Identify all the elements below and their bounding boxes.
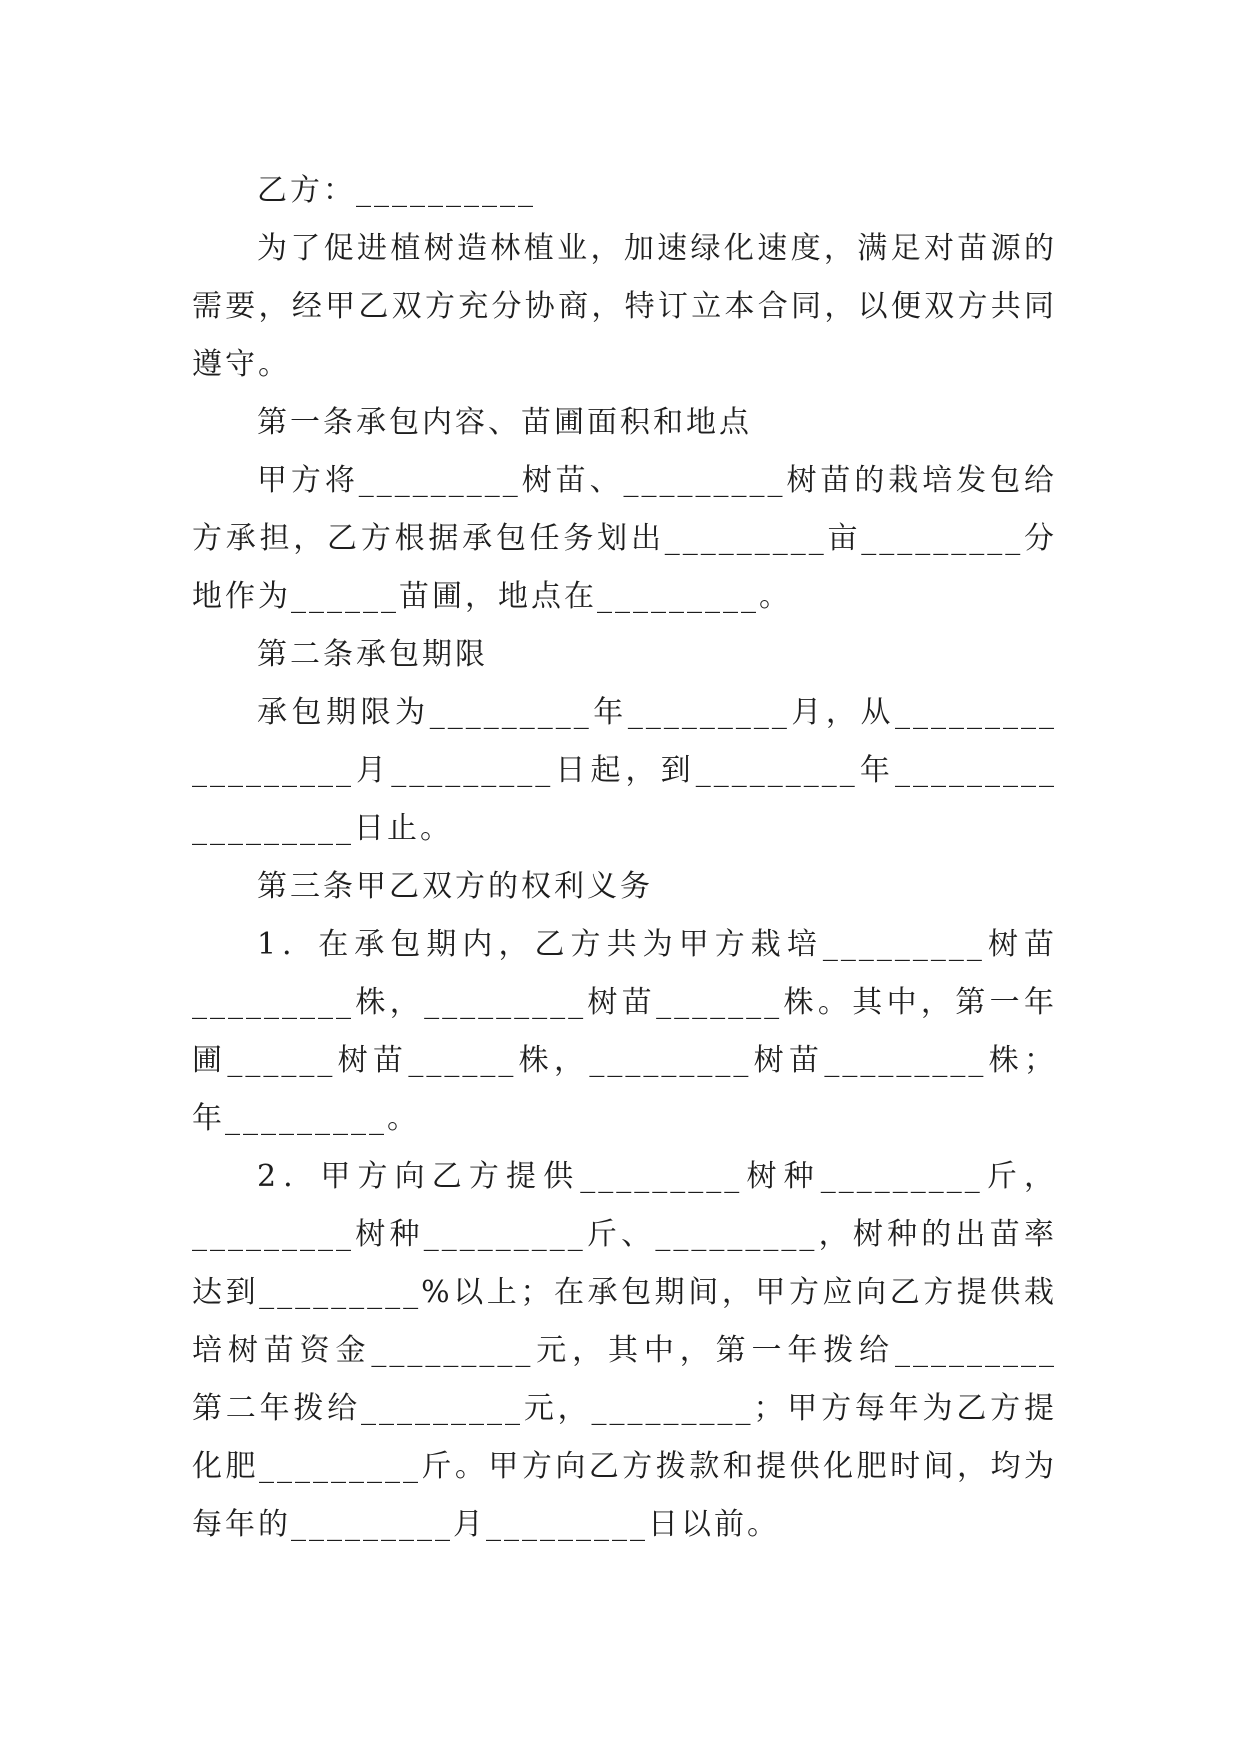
- text-line: _________月_________日起，到_________年_________: [192, 753, 1057, 788]
- text-line: 圃______树苗______株，_________树苗_________株；: [192, 1043, 1057, 1078]
- text-line: 需要，经甲乙双方充分协商，特订立本合同，以便双方共同: [192, 289, 1057, 324]
- text-line: 遵守。: [192, 347, 291, 382]
- text-line: _________日止。: [192, 811, 453, 846]
- text-line: 地作为______苗圃，地点在_________。: [192, 579, 792, 614]
- text-line: _________树种_________斤、_________，树种的出苗率: [192, 1217, 1057, 1252]
- text-line: 达到_________%以上；在承包期间，甲方应向乙方提供栽: [192, 1275, 1057, 1310]
- contract-body: [192, 162, 1057, 1554]
- text-line: 2．甲方向乙方提供_________树种_________斤，: [257, 1159, 1057, 1194]
- text-line: 培树苗资金_________元，其中，第一年拨给_________: [192, 1333, 1057, 1368]
- text-line: 方承担，乙方根据承包任务划出_________亩_________分: [192, 521, 1057, 556]
- text-line: 化肥_________斤。甲方向乙方拨款和提供化肥时间，均为: [192, 1449, 1057, 1484]
- text-line: 第二条承包期限: [257, 637, 488, 672]
- text-line: _________株，_________树苗_______株。其中，第一年: [192, 985, 1057, 1020]
- text-line: 第二年拨给_________元，_________；甲方每年为乙方提: [192, 1391, 1057, 1426]
- text-line: 年_________。: [192, 1101, 420, 1136]
- text-line: 第一条承包内容、苗圃面积和地点: [257, 405, 752, 440]
- text-line: 甲方将_________树苗、_________树苗的栽培发包给: [257, 463, 1057, 498]
- text-line: 每年的_________月_________日以前。: [192, 1507, 780, 1542]
- text-line: 承包期限为_________年_________月，从_________: [257, 695, 1057, 730]
- text-line: 1．在承包期内，乙方共为甲方栽培_________树苗: [257, 927, 1057, 962]
- text-line: 第三条甲乙双方的权利义务: [257, 869, 653, 904]
- text-line: 乙方：__________: [257, 173, 536, 208]
- text-line: 为了促进植树造林植业，加速绿化速度，满足对苗源的: [257, 231, 1057, 266]
